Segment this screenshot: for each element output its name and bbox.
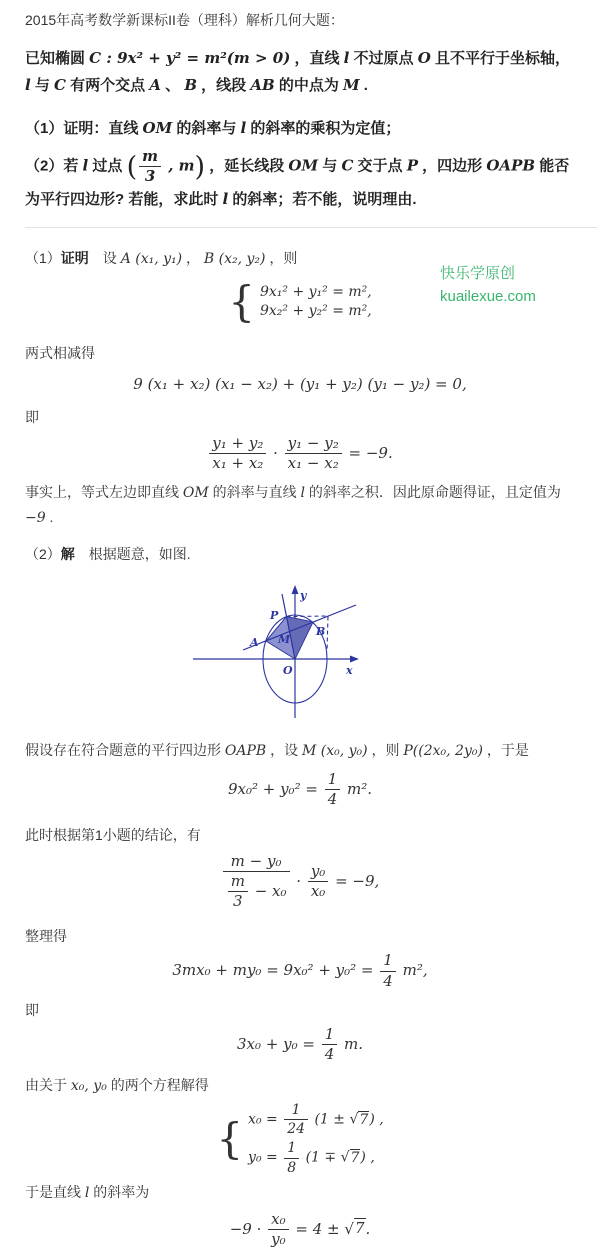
equation-3x: 3x₀ + y₀ = $\frac{1}{4}$ m.: [236, 1024, 364, 1063]
equation-subtracted: 9 (x₁ + x₂) (x₁ − x₂) + (y₁ + y₂) (y₁ − y₂) = 0,: [133, 374, 467, 393]
problem-part2: （2）若 l 过点 ( $\frac{m}{3}$ , m) ，延长线段 OM 与 C 交于点 P ，四边形 OAPB 能否为平行四边形? 若能，求此时 l 的斜率；若不能，说明理由.: [25, 147, 570, 208]
y-axis-arrow-icon: [292, 585, 299, 594]
paragraph-solve: 由关于 x₀, y₀ 的两个方程解得: [25, 1077, 209, 1095]
paragraph-subtract: 两式相减得: [25, 344, 95, 361]
equation-3m: 3mx₀ + my₀ = 9x₀² + y₀² = $\frac{1}{4}$ m²,: [172, 951, 428, 990]
document-title: 2015年高考数学新课标II卷（理科）解析几何大题：: [25, 12, 344, 28]
solution-part2-heading: （2）解 根据题意，如图.: [25, 546, 191, 562]
equation-system-2: [25, 1102, 575, 1175]
paragraph-ji2: 即: [25, 1001, 39, 1018]
section-divider: [25, 227, 597, 228]
paragraph-assume: 假设存在符合题意的平行四边形 OAPB ，设 M (x₀, y₀) ，则 P((2x₀, 2y₀) ，于是: [25, 742, 529, 759]
equation-slope-product: $\frac{\text{y₁ + y₂}}{\text{x₁ + x₂}}$ · $\frac{\text{y₁ − y₂}}{\text{x₁ − x₂}}$ = −9.: [25, 435, 575, 473]
paragraph-thus: 于是直线 l 的斜率为: [25, 1183, 150, 1201]
paragraph-conclusion: 此时根据第1小题的结论，有: [25, 826, 201, 843]
figure-container: [190, 572, 370, 724]
system2-row2: y₀ = $\frac{1}{8}$ (1 ∓ √7) ,: [248, 1140, 375, 1176]
label-A: A: [250, 636, 259, 649]
system2-row1: x₀ = $\frac{1}{24}$ (1 ± √7) ,: [248, 1102, 384, 1138]
system-brace: {: [228, 276, 255, 326]
solution-part1-heading: （1）证明 设 A (x₁, y₁) ， B (x₂, y₂) ，则: [25, 249, 298, 267]
equation-big-fraction: m − y₀ $\frac{m}{3}$ − x₀ · $\frac{\text{y₀}}{\text{x₀}}$ = −9,: [25, 853, 575, 911]
geometry-figure: [190, 572, 370, 724]
problem-statement: 已知椭圆 C : 9x² + y² = m²(m > 0) ，直线 l 不过原点 O 且不平行于坐标轴，l 与 C 有两个交点 A 、 B ，线段 AB 的中点为 M .: [25, 49, 570, 94]
label-y: y: [300, 589, 307, 602]
label-M: M: [278, 633, 291, 646]
paragraph-rearrange: 整理得: [25, 928, 67, 945]
problem-part1: （1）证明：直线 OM 的斜率与 l 的斜率的乘积为定值；: [25, 119, 401, 137]
label-O: O: [283, 664, 293, 677]
x-axis-arrow-icon: [350, 656, 359, 663]
label-x: x: [346, 664, 353, 677]
paragraph-fact: 事实上，等式左边即直线 OM 的斜率与直线 l 的斜率之积．因此原命题得证，且定值为 −9 .: [25, 484, 561, 526]
system1-row2: 9x₂² + y₂² = m²,: [259, 303, 372, 319]
watermark-text: 快乐学原创: [440, 265, 516, 282]
equation-final-slope: −9 · $\frac{\text{x₀}}{\text{y₀}}$ = 4 ± √7.: [229, 1209, 371, 1248]
watermark-site: kuailexue.com: [440, 288, 536, 305]
system1-row1: 9x₁² + y₁² = m²,: [259, 284, 372, 300]
paragraph-ji: 即: [25, 408, 39, 425]
system-brace: {: [216, 1113, 244, 1163]
label-P: P: [270, 609, 279, 622]
label-B: B: [316, 625, 326, 638]
equation-point-P: 9x₀² + y₀² = $\frac{1}{4}$ m².: [227, 770, 373, 809]
watermark: [440, 262, 536, 308]
